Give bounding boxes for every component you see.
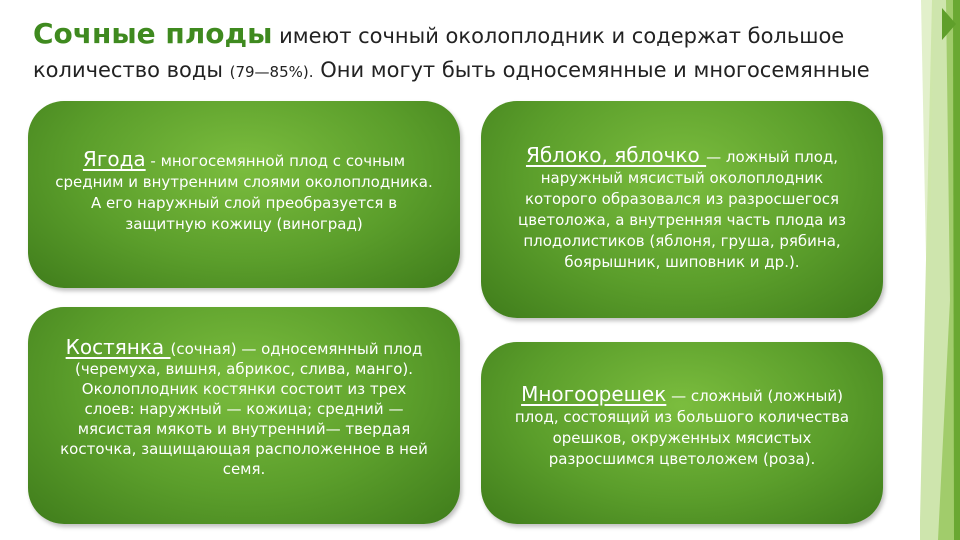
card-berry-line3: А его наружный слой преобразуется в	[90, 194, 398, 212]
slide-title	[33, 14, 903, 85]
title-accent: Сочные плоды	[33, 17, 273, 50]
title-line2-a: количество воды	[33, 57, 230, 82]
card-drupe-line5: мясистая мякоть и внутренний— твердая	[77, 420, 411, 438]
card-berry-line1: - многосемянной плод с сочным	[145, 152, 406, 170]
card-apple-line1: — ложный плод,	[706, 148, 839, 166]
card-drupe-heading: Костянка	[65, 335, 171, 359]
card-multinut-line3: орешков, окруженных мясистых	[552, 429, 812, 447]
card-berry-heading: Ягода	[82, 147, 146, 171]
decorative-stripes	[920, 0, 960, 540]
card-drupe	[28, 307, 460, 524]
card-multinut-line2: плод, состоящий из большого количества	[514, 408, 850, 426]
card-drupe-line1: (сочная) — односемянный плод	[170, 340, 423, 358]
title-line1: имеют сочный околоплодник и содержат большое	[272, 24, 845, 48]
card-drupe-line7: семя.	[222, 460, 266, 478]
card-apple-line5: плодолистиков (яблоня, груша, рябина,	[523, 232, 841, 250]
card-multinut-heading: Многоорешек	[521, 382, 667, 406]
card-apple-line4: цветоложа, а внутренняя часть плода из	[518, 211, 846, 229]
title-water-percent: (79—85%).	[229, 62, 314, 81]
card-drupe-line3: Околоплодник костянки состоит из трех	[81, 380, 407, 398]
card-drupe-line6: косточка, защищающая расположенное в ней	[60, 440, 428, 458]
card-drupe-line2: (черемуха, вишня, абрикос, слива, манго).	[74, 360, 414, 378]
card-berry-line4: защитную кожицу (виноград)	[125, 215, 363, 233]
card-multinut	[481, 342, 883, 524]
card-apple	[481, 101, 883, 318]
card-apple-line3: которого образовался из разросшегося	[524, 190, 840, 208]
card-apple-line2: наружный мясистый околоплодник	[540, 169, 824, 187]
card-berry-line2: средним и внутренним слоями околоплодника.	[55, 173, 433, 191]
card-multinut-line4: разросшимся цветоложем (роза).	[548, 450, 816, 468]
card-apple-heading: Яблоко, яблочко	[525, 143, 707, 167]
title-line2-b: Они могут быть односемянные и многосемянные	[313, 57, 870, 82]
card-multinut-line1: — сложный (ложный)	[666, 387, 843, 405]
card-drupe-line4: слоев: наружный — кожица; средний —	[84, 400, 404, 418]
card-berry	[28, 101, 460, 288]
card-apple-line6: боярышник, шиповник и др.).	[564, 253, 800, 271]
